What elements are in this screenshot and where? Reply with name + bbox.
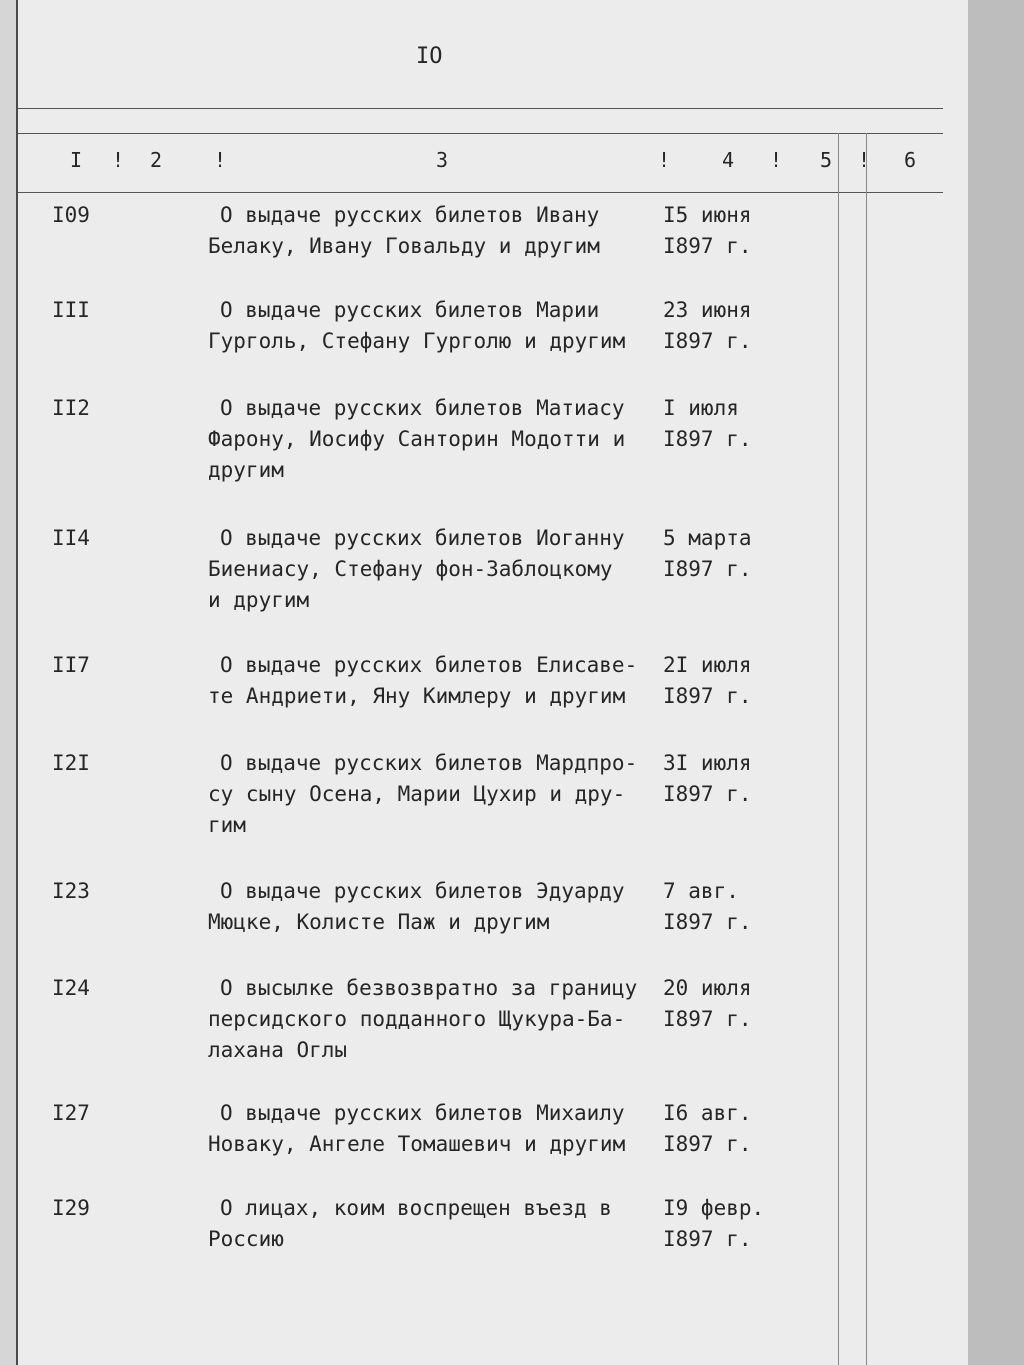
header-bottom-rule (18, 192, 943, 193)
entry-date: 5 марта I897 г. (663, 526, 752, 581)
right-background-strip (968, 0, 1024, 1365)
entry-number: I29 (52, 1196, 90, 1220)
header-sep-5: ! (858, 148, 871, 172)
header-sep-2: ! (214, 148, 227, 172)
entry-date: I9 февр. I897 г. (663, 1196, 765, 1251)
entry-title: О выдаче русских билетов Михаилу Новаку, Ангеле Томашевич и другим (208, 1101, 626, 1156)
entry-number: I27 (52, 1101, 90, 1125)
entry-number: I2I (52, 751, 90, 775)
entry-number: I09 (52, 203, 90, 227)
entry-number: II7 (52, 653, 90, 677)
entry-title: О выдаче русских билетов Ивану Белаку, Ивану Говальду и другим (208, 203, 600, 258)
header-col-4: 4 (722, 148, 735, 172)
entry-title: О выдаче русских билетов Мардпро- су сыну Осена, Марии Цухир и дру- гим (208, 751, 638, 837)
entry-number: II4 (52, 526, 90, 550)
header-top-rule (18, 108, 943, 109)
header-col-5: 5 (820, 148, 833, 172)
entry-date: 3I июля I897 г. (663, 751, 752, 806)
entry-date: I6 авг. I897 г. (663, 1101, 752, 1156)
header-col-6: 6 (904, 148, 917, 172)
column-divider-5 (838, 133, 839, 1365)
entry-title: О выдаче русских билетов Марии Гурголь, Стефану Гурголю и другим (208, 298, 626, 353)
column-divider-6 (866, 133, 867, 1365)
entry-title: О выдаче русских билетов Елисаве- те Андриети, Яну Кимлеру и другим (208, 653, 638, 708)
entry-date: 20 июля I897 г. (663, 976, 752, 1031)
entry-title: О выдаче русских билетов Эдуарду Мюцке, Колисте Паж и другим (208, 879, 625, 934)
left-binding-edge (0, 0, 18, 1365)
entry-date: 7 авг. I897 г. (663, 879, 752, 934)
header-sep-4: ! (770, 148, 783, 172)
entry-title: О высылке безвозвратно за границу персидского подданного Щукура-Ба- лахана Оглы (208, 976, 638, 1062)
page-number: IO (416, 44, 443, 69)
entry-number: I23 (52, 879, 90, 903)
header-col-2: 2 (150, 148, 163, 172)
header-col-3: 3 (436, 148, 449, 172)
entry-number: I24 (52, 976, 90, 1000)
entry-title: О выдаче русских билетов Иоганну Биениасу, Стефану фон-Заблоцкому и другим (208, 526, 625, 612)
entry-number: II2 (52, 396, 90, 420)
header-rule-2 (18, 133, 943, 134)
entry-title: О выдаче русских билетов Матиасу Фарону, Иосифу Санторин Модотти и другим (208, 396, 626, 482)
entry-number: III (52, 298, 90, 322)
header-sep-3: ! (658, 148, 671, 172)
entry-date: I5 июня I897 г. (663, 203, 752, 258)
entry-title: О лицах, коим воспрещен въезд в Россию (208, 1196, 612, 1251)
header-col-1: I (70, 148, 83, 172)
entry-date: I июля I897 г. (663, 396, 752, 451)
header-sep-1: ! (112, 148, 125, 172)
entry-date: 23 июня I897 г. (663, 298, 752, 353)
entry-date: 2I июля I897 г. (663, 653, 752, 708)
document-page (18, 0, 968, 1365)
